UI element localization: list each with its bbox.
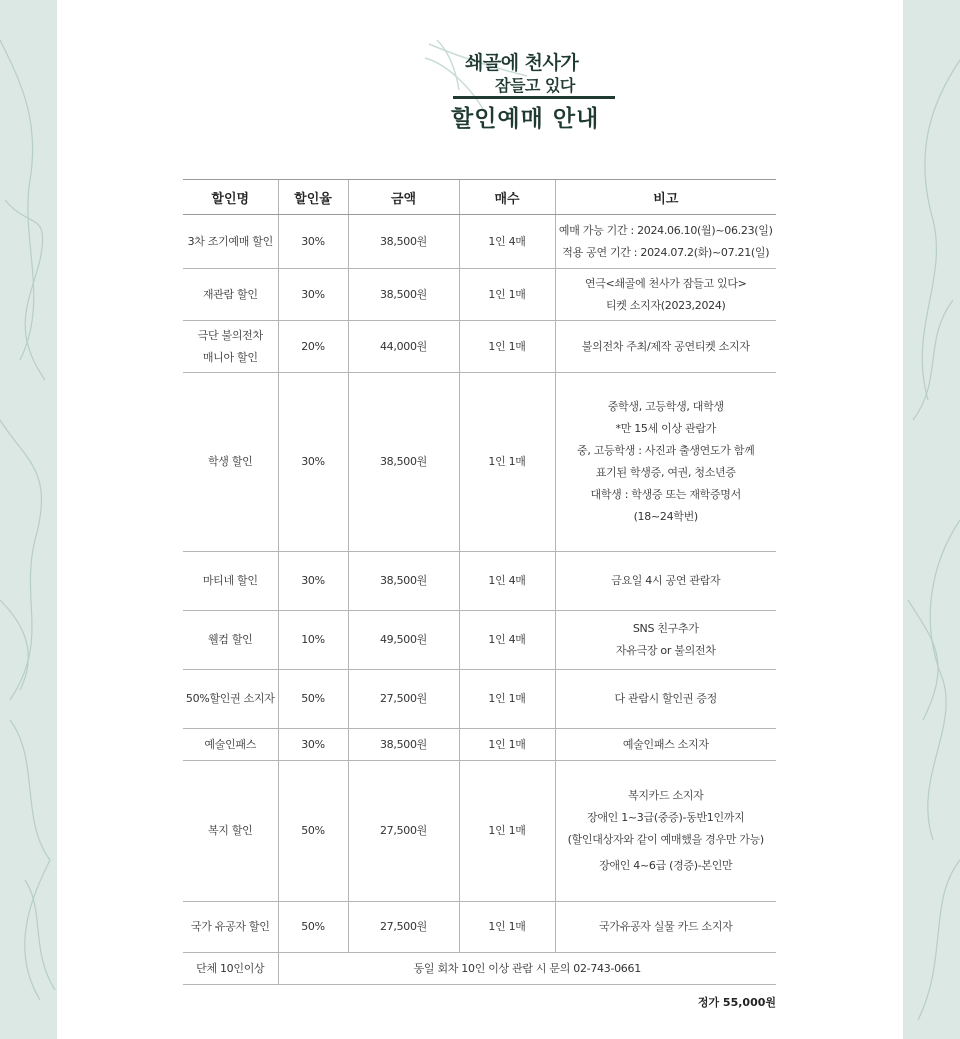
ticket-limit: 1인 1매 xyxy=(459,902,555,953)
discount-name xyxy=(183,902,278,953)
remarks xyxy=(555,729,776,761)
logo-divider xyxy=(453,96,615,99)
discount-name xyxy=(183,321,278,373)
ticket-price: 27,500원 xyxy=(348,761,459,902)
table-row xyxy=(183,269,776,321)
ticket-price: 27,500원 xyxy=(348,902,459,953)
remark-line: 티켓 소지자(2023,2024) xyxy=(605,298,726,312)
discount-rate: 30% xyxy=(278,552,348,611)
regular-price: 정가 55,000원 xyxy=(697,996,776,1009)
remark-line: 예술인패스 소지자 xyxy=(622,737,709,751)
remarks xyxy=(555,670,776,729)
table-row xyxy=(183,761,776,902)
logo-title-line1: 쇄골에 천사가 xyxy=(465,52,579,74)
ticket-price: 38,500원 xyxy=(348,552,459,611)
discount-name-line: 웰컴 할인 xyxy=(207,633,253,646)
discount-name-line: 50%할인권 소지자 xyxy=(185,692,275,705)
ticket-price: 38,500원 xyxy=(348,215,459,269)
discount-name xyxy=(183,269,278,321)
header-discount-name: 할인명 xyxy=(183,180,278,215)
discount-name xyxy=(183,761,278,902)
discount-name-line: 마티네 할인 xyxy=(202,574,258,587)
remark-line: SNS 친구추가 xyxy=(632,622,699,635)
ticket-price: 38,500원 xyxy=(348,269,459,321)
discount-rate: 30% xyxy=(278,215,348,269)
table-row xyxy=(183,321,776,373)
remark-line: 국가유공자 실물 카드 소지자 xyxy=(598,920,733,933)
discount-rate: 50% xyxy=(278,670,348,729)
table-row xyxy=(183,215,776,269)
header-price: 금액 xyxy=(348,180,459,215)
ticket-limit: 1인 1매 xyxy=(459,670,555,729)
ticket-price: 38,500원 xyxy=(348,373,459,552)
table-row xyxy=(183,552,776,611)
group-row xyxy=(183,953,776,985)
discount-name-line: 재관람 할인 xyxy=(202,287,258,301)
remarks xyxy=(555,269,776,321)
discount-name xyxy=(183,215,278,269)
table-row xyxy=(183,373,776,552)
discount-name xyxy=(183,729,278,761)
ticket-price: 27,500원 xyxy=(348,670,459,729)
show-logo xyxy=(417,36,617,136)
remark-line: 장애인 1~3급(중증)-동반1인까지 xyxy=(587,811,745,824)
discount-name-line: 3차 조기예매 할인 xyxy=(187,234,273,248)
discount-name: 단체 10인이상 xyxy=(183,953,278,985)
remarks xyxy=(555,373,776,552)
remark-line: (할인대상자와 같이 예매했을 경우만 가능) xyxy=(567,833,764,846)
discount-rate: 10% xyxy=(278,611,348,670)
header-discount-rate: 할인율 xyxy=(278,180,348,215)
ticket-price: 38,500원 xyxy=(348,729,459,761)
remark-line: 복지카드 소지자 xyxy=(628,789,704,802)
ticket-limit: 1인 4매 xyxy=(459,611,555,670)
ticket-price: 44,000원 xyxy=(348,321,459,373)
ticket-limit: 1인 4매 xyxy=(459,552,555,611)
table-row xyxy=(183,729,776,761)
remark-line: 예매 가능 기간 : 2024.06.10(월)~06.23(일) xyxy=(558,223,773,237)
discount-name xyxy=(183,670,278,729)
remark-line: 다 관람시 할인권 증정 xyxy=(614,692,718,705)
group-inquiry-note: 동일 회차 10인 이상 관람 시 문의 02-743-0661 xyxy=(278,953,776,985)
sketch-decoration-left xyxy=(0,0,57,1039)
remark-line: (18~24학번) xyxy=(633,510,698,523)
notice-page xyxy=(57,0,903,1039)
remark-line: 자유극장 or 불의전차 xyxy=(615,644,716,657)
ticket-limit: 1인 1매 xyxy=(459,321,555,373)
remarks xyxy=(555,611,776,670)
remarks xyxy=(555,761,776,902)
ticket-limit: 1인 1매 xyxy=(459,373,555,552)
remark-line: 대학생 : 학생증 또는 재학증명서 xyxy=(590,488,741,501)
discount-rate: 30% xyxy=(278,729,348,761)
remark-line: *만 15세 이상 관람가 xyxy=(615,422,716,435)
remark-line: 불의전차 주최/제작 공연티켓 소지자 xyxy=(581,339,750,353)
logo-title-line2: 잠들고 있다 xyxy=(495,76,575,95)
discount-rate: 50% xyxy=(278,902,348,953)
remark-line: 중학생, 고등학생, 대학생 xyxy=(607,400,724,413)
header-remarks: 비고 xyxy=(555,180,776,215)
page-title: 할인예매 안내 xyxy=(451,105,600,132)
table-row xyxy=(183,902,776,953)
discount-rate: 20% xyxy=(278,321,348,373)
ticket-limit: 1인 1매 xyxy=(459,269,555,321)
discount-name xyxy=(183,373,278,552)
ticket-limit: 1인 1매 xyxy=(459,761,555,902)
remark-line: 표기된 학생증, 여권, 청소년증 xyxy=(595,466,736,479)
discount-name xyxy=(183,552,278,611)
sketch-decoration-right xyxy=(903,0,960,1039)
discount-name-line: 예술인패스 xyxy=(204,737,257,751)
remarks xyxy=(555,902,776,953)
remarks xyxy=(555,552,776,611)
discount-rate: 50% xyxy=(278,761,348,902)
ticket-price: 49,500원 xyxy=(348,611,459,670)
remark-line: 장애인 4~6급 (경증)-본인만 xyxy=(599,859,733,872)
remark-line: 연극<쇄골에 천사가 잠들고 있다> xyxy=(584,276,747,290)
header-ticket-count: 매수 xyxy=(459,180,555,215)
remark-line: 금요일 4시 공연 관람자 xyxy=(611,574,721,587)
remarks xyxy=(555,321,776,373)
remark-line: 적용 공연 기간 : 2024.07.2(화)~07.21(일) xyxy=(562,245,770,259)
discount-rate: 30% xyxy=(278,373,348,552)
table-row xyxy=(183,611,776,670)
left-decorative-panel xyxy=(0,0,57,1039)
remark-line: 중, 고등학생 : 사진과 출생연도가 함께 xyxy=(577,444,755,457)
remarks xyxy=(555,215,776,269)
discount-name xyxy=(183,611,278,670)
discount-name-line: 국가 유공자 할인 xyxy=(190,920,270,933)
discount-name-line: 매니아 할인 xyxy=(202,350,258,364)
table-row xyxy=(183,670,776,729)
right-decorative-panel xyxy=(903,0,960,1039)
ticket-limit: 1인 1매 xyxy=(459,729,555,761)
discount-table xyxy=(183,179,776,985)
table-header-row xyxy=(183,180,776,215)
discount-name-line: 극단 불의전차 xyxy=(197,328,263,342)
discount-name-line: 복지 할인 xyxy=(207,824,253,837)
ticket-limit: 1인 4매 xyxy=(459,215,555,269)
discount-name-line: 학생 할인 xyxy=(207,455,253,468)
discount-rate: 30% xyxy=(278,269,348,321)
